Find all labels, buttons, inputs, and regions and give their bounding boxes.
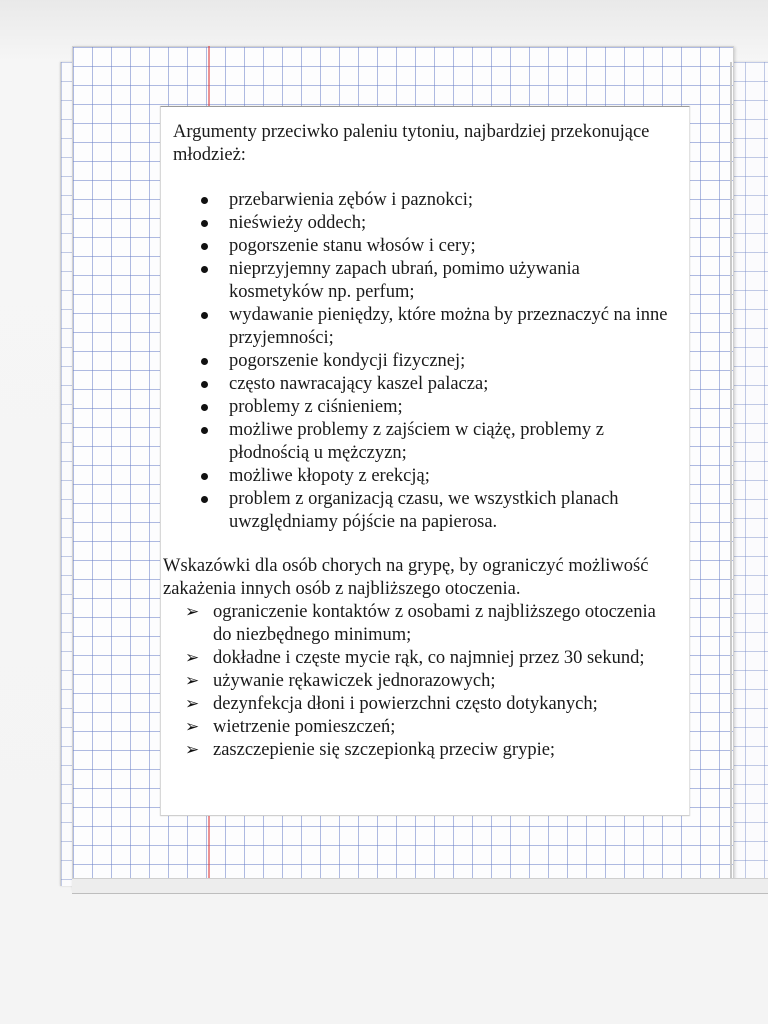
notebook-page-edge <box>730 62 732 888</box>
list-item <box>229 350 678 373</box>
list-item <box>185 601 678 647</box>
list-item-text: wydawanie pieniędzy, które można by przeznaczyć na inne przyjemności; <box>229 305 668 348</box>
bullet-dot-icon <box>201 197 208 204</box>
list-item <box>229 396 678 419</box>
bullet-dot-icon <box>201 266 208 273</box>
list-item <box>229 235 678 258</box>
list-item <box>229 212 678 235</box>
arrowhead-right-icon: ➢ <box>185 717 200 737</box>
bullet-dot-icon <box>201 404 208 411</box>
list-item-text: pogorszenie stanu włosów i cery; <box>229 236 476 256</box>
list-item <box>229 373 678 396</box>
list-item-text: możliwe problemy z zajściem w ciążę, problemy z płodnością u mężczyzn; <box>229 420 604 463</box>
list-item <box>229 258 678 304</box>
flu-section <box>163 555 678 762</box>
list-item-text: przebarwienia zębów i paznokci; <box>229 190 473 210</box>
arrowhead-right-icon: ➢ <box>185 648 200 668</box>
sheet-content <box>163 121 678 762</box>
list-item <box>229 189 678 212</box>
list-item-text: używanie rękawiczek jednorazowych; <box>213 671 496 691</box>
list-item-text: możliwe kłopoty z erekcją; <box>229 466 430 486</box>
bullet-dot-icon <box>201 243 208 250</box>
list-item-text: nieświeży oddech; <box>229 213 367 233</box>
list-item-text: dezynfekcja dłoni i powierzchni często dotykanych; <box>213 694 598 714</box>
list-item-text: zaszczepienie się szczepionką przeciw grypie; <box>213 740 556 760</box>
list-item-text: problemy z ciśnieniem; <box>229 397 403 417</box>
printed-sheet <box>160 106 690 816</box>
bullet-dot-icon <box>201 220 208 227</box>
list-item <box>229 419 678 465</box>
list-item-text: wietrzenie pomieszczeń; <box>213 717 396 737</box>
list-item <box>185 716 678 739</box>
list-item-text: ograniczenie kontaktów z osobami z najbliższego otoczenia do niezbędnego minimum; <box>213 602 656 645</box>
smoking-arguments-list <box>173 189 678 534</box>
list-item-text: często nawracający kaszel palacza; <box>229 374 489 394</box>
bullet-dot-icon <box>201 312 208 319</box>
bullet-dot-icon <box>201 496 208 503</box>
arrowhead-right-icon: ➢ <box>185 671 200 691</box>
list-item-text: dokładne i częste mycie rąk, co najmniej przez 30 sekund; <box>213 648 645 668</box>
list-item <box>185 693 678 716</box>
arrowhead-right-icon: ➢ <box>185 740 200 760</box>
arrowhead-right-icon: ➢ <box>185 694 200 714</box>
list-item <box>229 488 678 534</box>
flu-tips-list <box>163 601 678 762</box>
flu-heading: Wskazówki dla osób chorych na grypę, by ograniczyć możliwość zakażenia innych osób z najbliższego otoczenia. <box>163 556 649 599</box>
list-item <box>185 670 678 693</box>
smoking-intro: Argumenty przeciwko paleniu tytoniu, najbardziej przekonujące młodzież: <box>173 122 650 165</box>
list-item <box>229 304 678 350</box>
list-item-text: nieprzyjemny zapach ubrań, pomimo używania kosmetyków np. perfum; <box>229 259 580 302</box>
list-item-text: pogorszenie kondycji fizycznej; <box>229 351 466 371</box>
notebook-page-stack <box>72 878 768 894</box>
bullet-dot-icon <box>201 358 208 365</box>
list-item <box>185 739 678 762</box>
arrowhead-right-icon: ➢ <box>185 602 200 622</box>
bullet-dot-icon <box>201 381 208 388</box>
list-item <box>185 647 678 670</box>
bullet-dot-icon <box>201 427 208 434</box>
bullet-dot-icon <box>201 473 208 480</box>
list-item-text: problem z organizacją czasu, we wszystkich planach uwzględniamy pójście na papierosa. <box>229 489 619 532</box>
list-item <box>229 465 678 488</box>
